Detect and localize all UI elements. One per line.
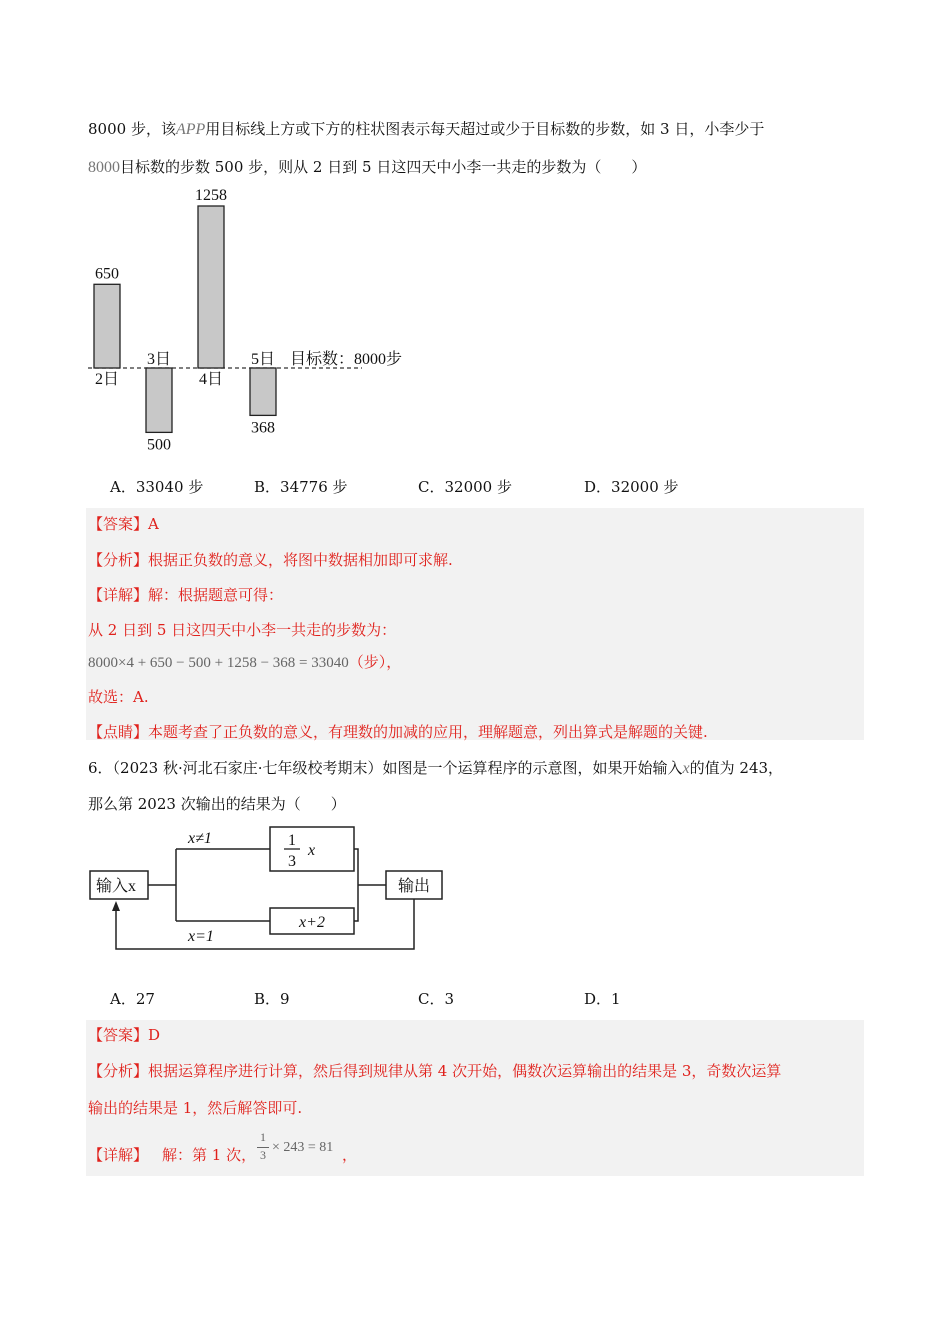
- q6-choices: [110, 988, 810, 1010]
- cond-bottom: x=1: [188, 928, 214, 945]
- bar-category-label: 2日: [94, 371, 120, 388]
- q6-detail-end: ，: [342, 1146, 358, 1164]
- q5-answer-box: [86, 508, 864, 740]
- q5-detail-tag: 【详解】: [88, 586, 149, 604]
- q6-line1b: 的值为 243，: [689, 759, 784, 777]
- q6-line1a: 6．（2023 秋·河北石家庄·七年级校考期末）如图是一个运算程序的示意图，如果开始输入: [88, 759, 683, 777]
- q6-analysis-a: 【分析】根据运算程序进行计算，然后得到规律从第 4 次开始，偶数次运算输出的结果是 3，奇数次运算: [88, 1062, 782, 1080]
- bar-5日: [250, 368, 276, 415]
- q5-line1: 从 2 日到 5 日这四天中小李一共走的步数为：: [88, 621, 397, 639]
- q5-choice-b[interactable]: B．34776 步: [254, 478, 348, 496]
- q6-choice-c[interactable]: C．3: [418, 990, 455, 1008]
- q6-analysis-b: 输出的结果是 1，然后解答即可.: [88, 1099, 303, 1117]
- bar-value-label: 368: [251, 419, 275, 437]
- q5-intro-b: 用目标线上方或下方的柱状图表示每天超过或少于目标数的步数，如 3 日，小李少于: [205, 120, 765, 138]
- q6-choice-a[interactable]: A．27: [110, 990, 155, 1008]
- q5-equation: 8000×4 + 650 − 500 + 1258 − 368 = 33040: [88, 655, 349, 671]
- q5-stem-line1: [88, 118, 764, 139]
- frac-num: 1: [288, 832, 296, 849]
- bottom-op: x+2: [299, 914, 325, 931]
- bar-category-label: 4日: [198, 371, 224, 388]
- flow-diagram: [80, 815, 460, 960]
- bar-category-label: 3日: [146, 351, 172, 368]
- q5-app: APP: [175, 121, 206, 138]
- q6-stem-line2: 那么第 2023 次输出的结果为（ ）: [88, 795, 346, 813]
- q5-answer: 【答案】A: [88, 515, 159, 533]
- arrow-up-icon: [112, 901, 120, 911]
- frac-den: 3: [288, 853, 296, 870]
- frac-var: x: [308, 842, 316, 859]
- steps-bar-chart: [80, 180, 440, 460]
- q5-choose: 故选：A.: [88, 688, 149, 706]
- q6-detail-eq: × 243 = 81: [272, 1140, 334, 1155]
- q5-equation-unit: （步），: [348, 653, 402, 671]
- q5-choice-d[interactable]: D．32000 步: [584, 478, 679, 496]
- q6-frac-den: 3: [260, 1148, 266, 1162]
- q6-choice-d[interactable]: D．1: [584, 990, 621, 1008]
- q5-intro-a: 8000 步，该: [88, 120, 176, 138]
- bar-2日: [94, 284, 120, 368]
- bar-value-label: 650: [95, 265, 119, 283]
- q5-comment: 【点睛】本题考查了正负数的意义，有理数的加减的应用，理解题意，列出算式是解题的关键.: [88, 723, 708, 741]
- q5-equation-line: [88, 651, 401, 672]
- q5-detail: [88, 584, 283, 605]
- q5-choice-c[interactable]: C．32000 步: [418, 478, 512, 496]
- q6-stem-line1: [88, 757, 783, 778]
- q5-intro-c: 目标数的步数 500 步，则从 2 日到 5 日这四天中小李一共走的步数为（ ）: [120, 158, 647, 176]
- q5-intro-num: 8000: [88, 159, 120, 176]
- q5-choices: [110, 476, 810, 498]
- q5-detail-text: 解：根据题意可得：: [148, 586, 284, 604]
- q6-answer: 【答案】D: [88, 1026, 161, 1044]
- baseline-label: 目标数：8000步: [290, 351, 403, 368]
- cond-top: x≠1: [188, 830, 212, 847]
- q6-detail-text: 解：第 1 次，: [162, 1146, 257, 1164]
- bar-value-label: 500: [147, 436, 171, 454]
- q5-stem-line2: [88, 156, 646, 177]
- q6-detail-tag: 【详解】: [88, 1146, 149, 1164]
- bar-3日: [146, 368, 172, 432]
- bar-4日: [198, 206, 224, 368]
- bar-category-label: 5日: [250, 351, 276, 368]
- q6-answer-box: [86, 1020, 864, 1176]
- q5-choice-a[interactable]: A．33040 步: [110, 478, 204, 496]
- q6-var: x: [682, 760, 690, 777]
- q6-frac-num: 1: [260, 1130, 266, 1144]
- bar-value-label: 1258: [195, 187, 227, 204]
- output-label: 输出: [398, 878, 431, 895]
- input-label: 输入x: [96, 878, 137, 895]
- q5-analysis: 【分析】根据正负数的意义，将图中数据相加即可求解.: [88, 551, 453, 569]
- q6-choice-b[interactable]: B．9: [254, 990, 290, 1008]
